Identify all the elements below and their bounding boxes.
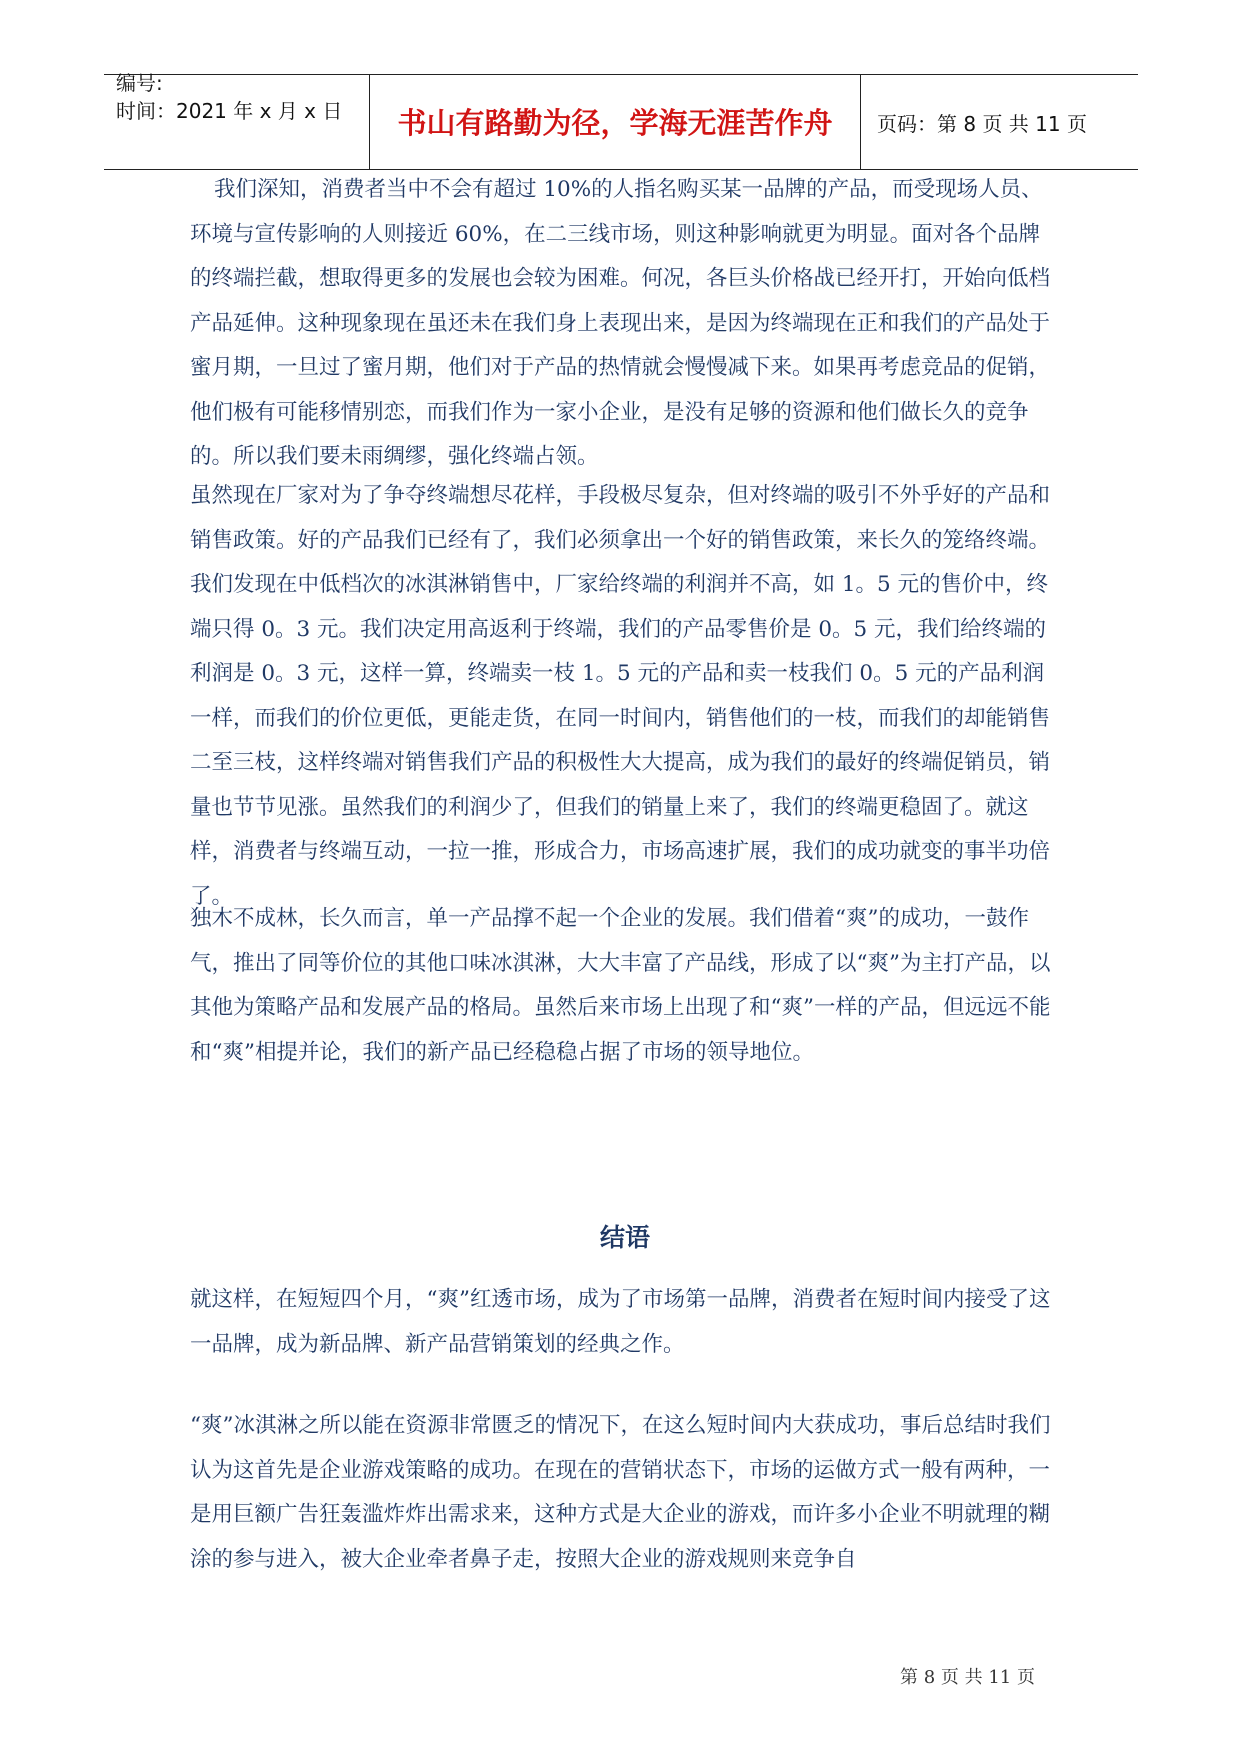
document-date-label: 时间：2021 年 x 月 x 日	[116, 99, 343, 123]
paragraph-conclusion-summary: 就这样，在短短四个月，“爽”红透市场，成为了市场第一品牌，消费者在短时间内接受了这一品牌，成为新品牌、新产品营销策划的经典之作。	[190, 1287, 1051, 1357]
paragraph-terminal-competition: 我们深知，消费者当中不会有超过 10%的人指名购买某一品牌的产品，而受现场人员、环境与宣传影响的人则接近 60%，在二三线市场，则这种影响就更为明显。面对各个品牌的终端拦截，想取得更多的发展也会较为困难。何况，各巨头价格战已经开打，开始向低档产品延伸。这种现象现在虽还未在我们身上表现出来，是因为终端现在正和我们的产品处于蜜月期，一旦过了蜜月期，他们对于产品的热情就会慢慢减下来。如果再考虑竞品的促销，他们极有可能移情别恋，而我们作为一家小企业，是没有足够的资源和他们做长久的竞争的。所以我们要未雨绸缪，强化终端占领。	[190, 177, 1051, 469]
paragraph-product-line: 独木不成林，长久而言，单一产品撑不起一个企业的发展。我们借着“爽”的成功，一鼓作气，推出了同等价位的其他口味冰淇淋，大大丰富了产品线，形成了以“爽”为主打产品，以其他为策略产品和发展产品的格局。虽然后来市场上出现了和“爽”一样的产品，但远远不能和“爽”相提并论，我们的新产品已经稳稳占据了市场的领导地位。	[190, 906, 1051, 1065]
header-motto-cell	[370, 75, 861, 169]
page-header	[104, 71, 1138, 170]
header-page-cell	[861, 75, 1138, 169]
page-footer: 第 8 页 共 11 页	[900, 1667, 1035, 1688]
document-number-label: 编号:	[116, 71, 163, 95]
header-motto: 书山有路勤为径，学海无涯苦作舟	[397, 106, 833, 140]
header-meta-cell	[104, 71, 370, 169]
paragraph-conclusion-strategy: “爽”冰淇淋之所以能在资源非常匮乏的情况下，在这么短时间内大获成功，事后总结时我们认为这首先是企业游戏策略的成功。在现在的营销状态下，市场的运做方式一般有两种，一是用巨额广告狂轰滥炸炸出需求来，这种方式是大企业的游戏，而许多小企业不明就理的糊涂的参与进入，被大企业牵者鼻子走，按照大企业的游戏规则来竞争自	[190, 1413, 1051, 1572]
section-heading: 结语	[599, 1223, 650, 1252]
header-page-info: 页码：第 8 页 共 11 页	[877, 112, 1087, 136]
paragraph-sales-policy: 虽然现在厂家对为了争夺终端想尽花样，手段极尽复杂，但对终端的吸引不外乎好的产品和销售政策。好的产品我们已经有了，我们必须拿出一个好的销售政策，来长久的笼络终端。我们发现在中低档次的冰淇淋销售中，厂家给终端的利润并不高，如 1。5 元的售价中，终端只得 0。3 元。我们决定用高返利于终端，我们的产品零售价是 0。5 元，我们给终端的利润是 0。3 元，这样一算，终端卖一枝 1。5 元的产品和卖一枝我们 0。5 元的产品利润一样，而我们的价位更低，更能走货，在同一时间内，销售他们的一枝，而我们的却能销售二至三枝，这样终端对销售我们产品的积极性大大提高，成为我们的最好的终端促销员，销量也节节见涨。虽然我们的利润少了，但我们的销量上来了，我们的终端更稳固了。就这样，消费者与终端互动，一拉一推，形成合力，市场高速扩展，我们的成功就变的事半功倍了。	[190, 483, 1051, 909]
